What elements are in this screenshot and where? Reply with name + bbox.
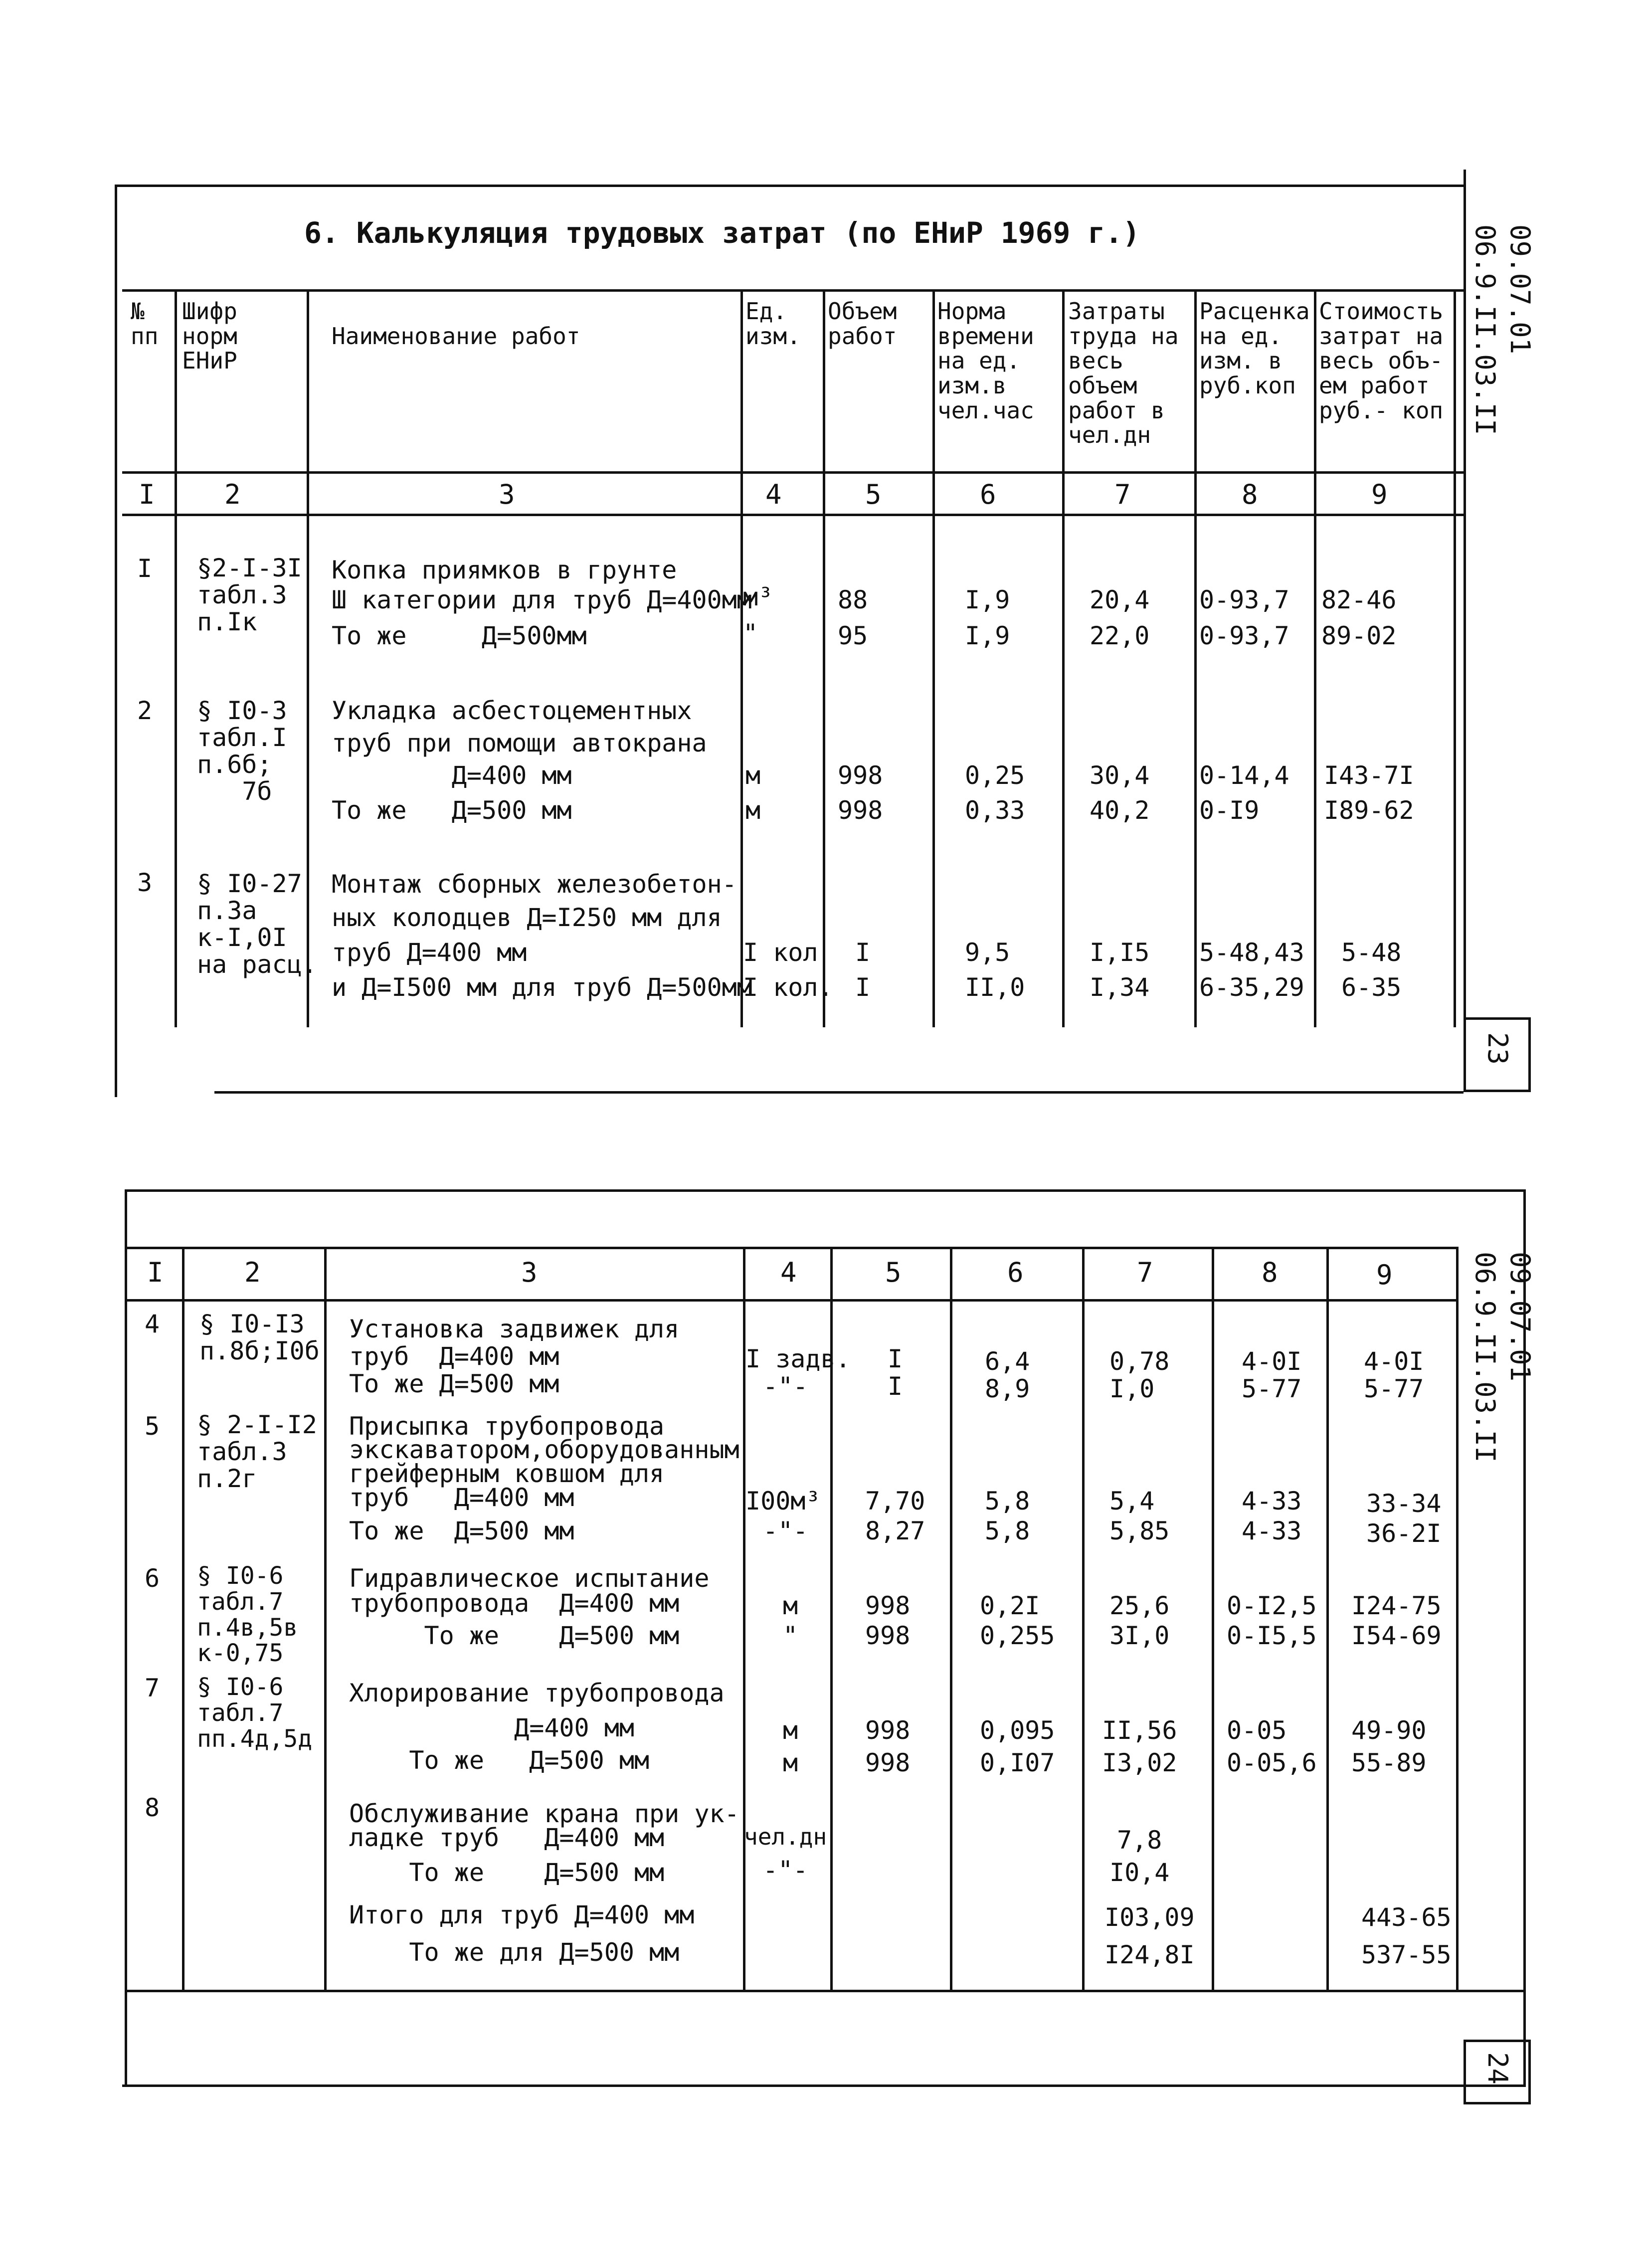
total-labor: I03,09 — [1104, 1903, 1195, 1932]
time-norm: 9,5 — [965, 938, 1010, 967]
labor-cost: I,0 — [1109, 1374, 1155, 1403]
col-number: I — [147, 1257, 164, 1288]
row-number: 8 — [145, 1793, 160, 1822]
total-label: Итого для труб Д=400 мм — [349, 1900, 695, 1929]
page-number: 24 — [1482, 2052, 1513, 2085]
col-number: 8 — [1262, 1257, 1278, 1288]
work-name: Ш категории для труб Д=400мм — [332, 585, 752, 614]
header-total-cost: Стоимость затрат на весь объ- ем работ руб.- коп — [1319, 298, 1444, 424]
col-number: I — [139, 479, 155, 510]
work-name: То же Д=500 мм — [349, 1858, 665, 1887]
time-norm: 5,8 — [985, 1516, 1030, 1545]
work-name: труб Д=400 мм — [349, 1342, 559, 1371]
rate: 4-33 — [1242, 1516, 1302, 1545]
unit: -"- — [763, 1856, 808, 1885]
work-name: Гидравлическое испытание — [349, 1564, 710, 1593]
norm-code: § I0-6 табл.7 п.4в,5в к-0,75 — [197, 1562, 298, 1668]
time-norm: II,0 — [965, 973, 1025, 1002]
col-number: 8 — [1242, 479, 1258, 510]
header-volume: Объем работ — [828, 298, 897, 350]
rate: 0-05,6 — [1227, 1748, 1317, 1777]
norm-code: §2-I-3I табл.3 п.Iк — [197, 554, 302, 636]
work-name: труб Д=400 мм — [349, 1483, 574, 1512]
unit: I кол — [743, 938, 818, 967]
row-number: 7 — [145, 1674, 160, 1702]
time-norm: 6,4 — [985, 1347, 1030, 1376]
unit: I00м³ — [745, 1487, 821, 1515]
total-labor: I24,8I — [1104, 1940, 1195, 1969]
unit: м — [783, 1591, 798, 1620]
volume: I — [888, 1344, 903, 1373]
volume: 998 — [865, 1621, 911, 1650]
total-cost: I24-75 — [1351, 1591, 1442, 1620]
unit: м — [783, 1748, 798, 1777]
norm-code: § I0-27 п.3а к-I,0I на расц. — [197, 869, 317, 979]
labor-cost: 40,2 — [1090, 796, 1150, 825]
unit: I задв. — [745, 1344, 851, 1373]
header-time-norm: Норма времени на ед. изм.в чел.час — [937, 298, 1034, 424]
time-norm: 8,9 — [985, 1374, 1030, 1403]
volume: 8,27 — [865, 1516, 925, 1545]
work-name: Д=400 мм — [332, 761, 572, 790]
total-cost: 443-65 — [1361, 1903, 1452, 1932]
rate: 5-77 — [1242, 1374, 1302, 1403]
work-name: Д=400 мм — [349, 1713, 634, 1742]
total-cost: 49-90 — [1351, 1716, 1427, 1745]
time-norm: 0,255 — [980, 1621, 1055, 1650]
unit: " — [743, 619, 758, 648]
labor-cost: 3I,0 — [1109, 1621, 1170, 1650]
work-name: экскаватором,оборудованным — [349, 1435, 739, 1464]
work-name: То же Д=500 мм — [349, 1369, 559, 1398]
total-cost: 33-34 — [1366, 1489, 1442, 1518]
rate: 6-35,29 — [1199, 973, 1304, 1002]
col-number: 5 — [885, 1257, 902, 1288]
labor-cost: I,34 — [1090, 973, 1150, 1002]
norm-code: § I0-I3 п.8б;I0б — [199, 1310, 320, 1365]
volume: 998 — [865, 1716, 911, 1745]
work-name: Обслуживание крана при ук- — [349, 1799, 739, 1828]
rate: 0-I9 — [1199, 796, 1260, 825]
row-number: 3 — [137, 868, 153, 897]
unit: " — [783, 1621, 798, 1650]
labor-cost: I,I5 — [1090, 938, 1150, 967]
rate: 0-93,7 — [1199, 621, 1289, 650]
volume: 998 — [838, 796, 883, 825]
labor-cost: 20,4 — [1090, 585, 1150, 614]
calc-title: 6. Калькуляция трудовых затрат (по ЕНиР 1969 г.) — [304, 216, 1140, 250]
time-norm: 5,8 — [985, 1487, 1030, 1515]
total-cost: I43-7I — [1324, 761, 1414, 790]
total-cost: 5-48 — [1341, 938, 1402, 967]
volume: 95 — [838, 621, 868, 650]
total-cost: I89-62 — [1324, 796, 1414, 825]
unit: м — [783, 1716, 798, 1745]
row-number: 6 — [145, 1564, 160, 1593]
time-norm: 0,2I — [980, 1591, 1040, 1620]
rate: 0-I5,5 — [1227, 1621, 1317, 1650]
doc-code-a: 09.07.01 — [1504, 1252, 1536, 1382]
total-cost: 55-89 — [1351, 1748, 1427, 1777]
work-name: и Д=I500 мм для труб Д=500мм — [332, 973, 752, 1002]
labor-cost: 25,6 — [1109, 1591, 1170, 1620]
total-cost: 4-0I — [1364, 1347, 1424, 1376]
total-cost: 36-2I — [1366, 1519, 1442, 1548]
header-work-name: Наименование работ — [332, 323, 580, 350]
row-number: I — [137, 554, 153, 583]
header-unit: Ед. изм. — [745, 298, 801, 350]
time-norm: I,9 — [965, 621, 1010, 650]
col-number: 2 — [224, 479, 241, 510]
row-number: 2 — [137, 696, 153, 725]
volume: I — [855, 973, 871, 1002]
volume: I — [855, 938, 871, 967]
work-name: ладке труб Д=400 мм — [349, 1823, 665, 1852]
work-name: Копка приямков в грунте — [332, 556, 677, 584]
unit: I кол. — [743, 973, 833, 1002]
time-norm: 0,33 — [965, 796, 1025, 825]
time-norm: I,9 — [965, 585, 1010, 614]
work-name: ных колодцев Д=I250 мм для — [332, 903, 722, 932]
labor-cost: I3,02 — [1102, 1748, 1177, 1777]
work-name: труб при помощи автокрана — [332, 729, 707, 757]
total-cost: 537-55 — [1361, 1940, 1452, 1969]
work-name: То же Д=500мм — [332, 621, 587, 650]
unit: м — [745, 796, 761, 825]
rate: 4-0I — [1242, 1347, 1302, 1376]
volume: 88 — [838, 585, 868, 614]
total-label: То же для Д=500 мм — [349, 1938, 680, 1967]
col-number: 4 — [780, 1257, 797, 1288]
total-cost: 89-02 — [1321, 621, 1397, 650]
labor-cost: 7,8 — [1117, 1826, 1162, 1855]
header-labor-cost: Затраты труда на весь объем работ в чел.дн — [1068, 298, 1179, 449]
total-cost: I54-69 — [1351, 1621, 1442, 1650]
col-number: 2 — [244, 1257, 261, 1288]
doc-code-a: 09.07.01 — [1504, 224, 1536, 355]
rate: 0-14,4 — [1199, 761, 1289, 790]
header-rate: Расценка на ед. изм. в руб.коп — [1199, 298, 1310, 399]
header-row-number: № пп — [131, 298, 159, 350]
col-number: 5 — [865, 479, 882, 510]
row-number: 4 — [145, 1310, 160, 1338]
header-norm-code: Шифр норм ЕНиР — [182, 298, 237, 375]
norm-code: § I0-3 табл.I п.6б; 7б — [197, 696, 287, 806]
rate: 0-05 — [1227, 1716, 1287, 1745]
work-name: То же Д=500 мм — [349, 1621, 680, 1650]
unit: м³ — [743, 582, 773, 611]
col-number: 7 — [1137, 1257, 1153, 1288]
unit: -"- — [763, 1516, 808, 1545]
time-norm: 0,I07 — [980, 1748, 1055, 1777]
volume: 998 — [865, 1591, 911, 1620]
labor-cost: 5,85 — [1109, 1516, 1170, 1545]
col-number: 6 — [980, 479, 996, 510]
page-number: 23 — [1482, 1032, 1513, 1065]
doc-code-b: 06.9.II.03.II — [1469, 224, 1501, 435]
col-number: 6 — [1007, 1257, 1024, 1288]
work-name: грейферным ковшом для — [349, 1459, 665, 1488]
work-name: То же Д=500 мм — [332, 796, 572, 825]
unit: чел.дн — [744, 1823, 827, 1850]
work-name: Монтаж сборных железобетон- — [332, 870, 737, 899]
work-name: То же Д=500 мм — [349, 1746, 650, 1775]
work-name: Укладка асбестоцементных — [332, 696, 692, 725]
labor-cost: 30,4 — [1090, 761, 1150, 790]
col-number: 9 — [1371, 479, 1388, 510]
doc-code-b: 06.9.II.03.II — [1469, 1252, 1501, 1463]
work-name: труб Д=400 мм — [332, 938, 527, 967]
labor-cost: I0,4 — [1109, 1858, 1170, 1887]
labor-cost: 0,78 — [1109, 1347, 1170, 1376]
rate: 0-93,7 — [1199, 585, 1289, 614]
work-name: Установка задвижек для — [349, 1315, 680, 1343]
labor-cost: 22,0 — [1090, 621, 1150, 650]
unit: м — [745, 761, 761, 790]
work-name: Присыпка трубопровода — [349, 1412, 665, 1441]
labor-cost: 5,4 — [1109, 1487, 1155, 1515]
rate: 4-33 — [1242, 1487, 1302, 1515]
time-norm: 0,25 — [965, 761, 1025, 790]
norm-code: § 2-I-I2 табл.3 п.2г — [197, 1410, 317, 1493]
work-name: То же Д=500 мм — [349, 1516, 574, 1545]
total-cost: 82-46 — [1321, 585, 1397, 614]
col-number: 9 — [1376, 1259, 1393, 1291]
labor-cost: II,56 — [1102, 1716, 1177, 1745]
rate: 0-I2,5 — [1227, 1591, 1317, 1620]
norm-code: § I0-6 табл.7 пп.4д,5д — [197, 1673, 313, 1753]
volume: I — [888, 1372, 903, 1401]
work-name: Хлорирование трубопровода — [349, 1679, 725, 1707]
volume: 998 — [865, 1748, 911, 1777]
rate: 5-48,43 — [1199, 938, 1304, 967]
row-number: 5 — [145, 1412, 160, 1441]
work-name: трубопровода Д=400 мм — [349, 1589, 680, 1618]
time-norm: 0,095 — [980, 1716, 1055, 1745]
volume: 998 — [838, 761, 883, 790]
unit: -"- — [763, 1372, 808, 1401]
volume: 7,70 — [865, 1487, 925, 1515]
total-cost: 6-35 — [1341, 973, 1402, 1002]
col-number: 3 — [499, 479, 515, 510]
col-number: 4 — [765, 479, 782, 510]
total-cost: 5-77 — [1364, 1374, 1424, 1403]
col-number: 3 — [521, 1257, 538, 1288]
col-number: 7 — [1114, 479, 1131, 510]
